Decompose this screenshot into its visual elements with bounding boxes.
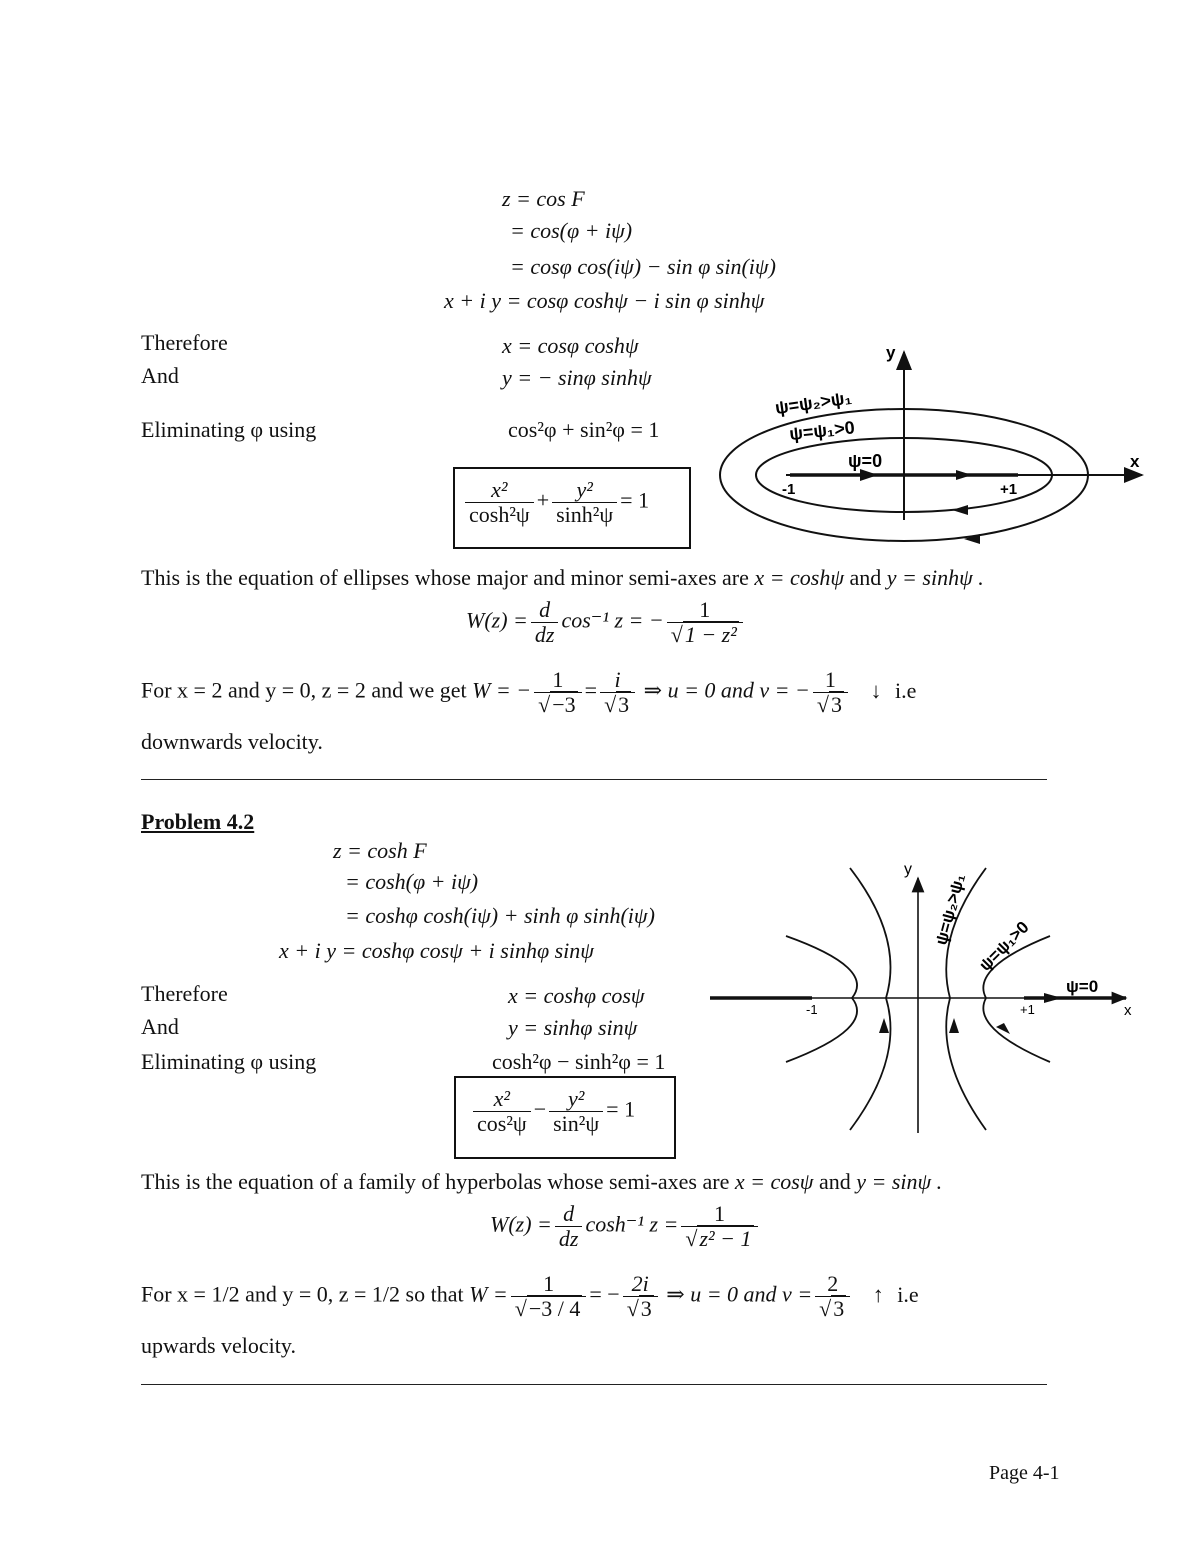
p2-and-eq: y = sinhφ sinψ [508, 1015, 638, 1040]
fig2-arrow-left-up [879, 1018, 889, 1033]
p1-for-line: For x = 2 and y = 0, z = 2 and we get W = − $\frac{1}{√-3}$ = $\frac{i}{√3}$ ⇒ u = 0 and v = − $\frac{1}{√3}$ ↓ i.e [141, 667, 917, 717]
fig1-psi1-label: ψ=ψ₁>0 [788, 417, 856, 444]
p2-eq-expanded: = coshφ cosh(iψ) + sinh φ sinh(iψ) [345, 903, 655, 928]
fig2-x-label: x [1124, 1002, 1132, 1019]
fig1-neg-one: -1 [782, 481, 796, 498]
p2-eq-z: z = cosh F [333, 838, 427, 863]
fig2-psi0-label: ψ=0 [1066, 977, 1099, 996]
fig1-arrow-inner [952, 505, 968, 515]
fig1-x-label: x [1130, 452, 1140, 471]
p1-w-equation: W(z) = $\frac{d}{dz}$ cos⁻¹ z = − $\frac{1}{\text{√1 − z²}}$ [466, 598, 746, 647]
p1-boxed-frac1: $\frac{\text{x²}}{\text{cosh²ψ}}$ [465, 478, 534, 527]
p1-eq-expanded: = cosφ cos(iψ) − sin φ sin(iψ) [510, 254, 776, 279]
fig2-hyp-inner-left [850, 868, 891, 1130]
p1-eq-xiy: x + i y = cosφ coshψ − i sin φ sinhψ [444, 288, 765, 313]
fig2-pos-one: +1 [1020, 1002, 1035, 1017]
divider-2 [141, 1384, 1047, 1385]
p2-boxed-frac2: $\frac{\text{y²}}{\text{sin²ψ}}$ [549, 1087, 603, 1136]
p1-and-label: And [141, 363, 179, 388]
p1-boxed-frac2: $\frac{\text{y²}}{\text{sinh²ψ}}$ [552, 478, 617, 527]
p2-eq-cosh-phi-ipsi: = cosh(φ + iψ) [345, 869, 479, 894]
fig2-y-label: y [904, 861, 912, 878]
p1-elim-eq: cos²φ + sin²φ = 1 [508, 417, 660, 442]
fig2-arrow-right-ray [1044, 993, 1062, 1003]
p2-elim-label: Eliminating φ using [141, 1049, 317, 1074]
p1-boxed-content: $\frac{\text{x²}}{\text{cosh²ψ}}$ + $\frac{\text{y²}}{\text{sinh²ψ}}$ = 1 [462, 478, 649, 527]
p2-eq-xiy: x + i y = coshφ cosψ + i sinhφ sinψ [279, 938, 594, 963]
p1-description: This is the equation of ellipses whose major and minor semi-axes are x = coshψ and y = sinhψ . [141, 565, 984, 590]
problem-heading: Problem 4.2 [141, 809, 255, 834]
p2-and-label: And [141, 1014, 179, 1039]
p2-description: This is the equation of a family of hyperbolas whose semi-axes are x = cosψ and y = sinψ . [141, 1169, 943, 1194]
p1-therefore-label: Therefore [141, 330, 228, 355]
fig2-neg-one: -1 [806, 1002, 818, 1017]
fig1-y-label: y [886, 343, 896, 362]
p2-therefore-label: Therefore [141, 981, 228, 1006]
p1-eq-cos-phi-ipsi: = cos(φ + iψ) [510, 218, 633, 243]
p1-eq-z: z = cos F [502, 186, 585, 211]
fig2-arrow-right-up [949, 1018, 959, 1033]
p2-for-line2: upwards velocity. [141, 1333, 296, 1358]
page-number: Page 4-1 [989, 1462, 1060, 1484]
p2-therefore-eq: x = coshφ cosψ [508, 983, 645, 1008]
p1-elim-label: Eliminating φ using [141, 417, 317, 442]
fig1-pos-one: +1 [1000, 481, 1018, 498]
hyperbola-figure [706, 858, 1146, 1138]
p2-elim-eq: cosh²φ − sinh²φ = 1 [492, 1049, 666, 1074]
p1-for-line2: downwards velocity. [141, 729, 323, 754]
p2-boxed-content: $\frac{\text{x²}}{\text{cos²ψ}}$ − $\frac{\text{y²}}{\text{sin²ψ}}$ = 1 [470, 1087, 635, 1136]
ellipse-figure [710, 340, 1150, 550]
fig2-psi2-label: ψ=ψ₂>ψ₁ [931, 871, 969, 948]
divider-1 [141, 779, 1047, 780]
fig2-psi1-label: ψ=ψ₁>0 [975, 917, 1033, 975]
p1-and-eq: y = − sinφ sinhψ [502, 365, 652, 390]
p2-boxed-frac1: $\frac{\text{x²}}{\text{cos²ψ}}$ [473, 1087, 531, 1136]
p2-w-equation: W(z) = $\frac{d}{dz}$ cosh⁻¹ z = $\frac{1}{\text{√z² − 1}}$ [490, 1202, 761, 1251]
fig1-psi0-label: ψ=0 [848, 451, 883, 471]
fig1-arrow-outer [964, 534, 980, 544]
p2-for-line: For x = 1/2 and y = 0, z = 1/2 so that W = $\frac{1}{√-3 / 4}$ = − $\frac{2i}{√3}$ ⇒ u = 0 and v = $\frac{2}{√3}$ ↑ i.e [141, 1271, 919, 1321]
p1-therefore-eq: x = cosφ coshψ [502, 333, 639, 358]
fig1-arrow-left [956, 470, 972, 480]
fig1-psi2-label: ψ=ψ₂>ψ₁ [773, 387, 853, 418]
